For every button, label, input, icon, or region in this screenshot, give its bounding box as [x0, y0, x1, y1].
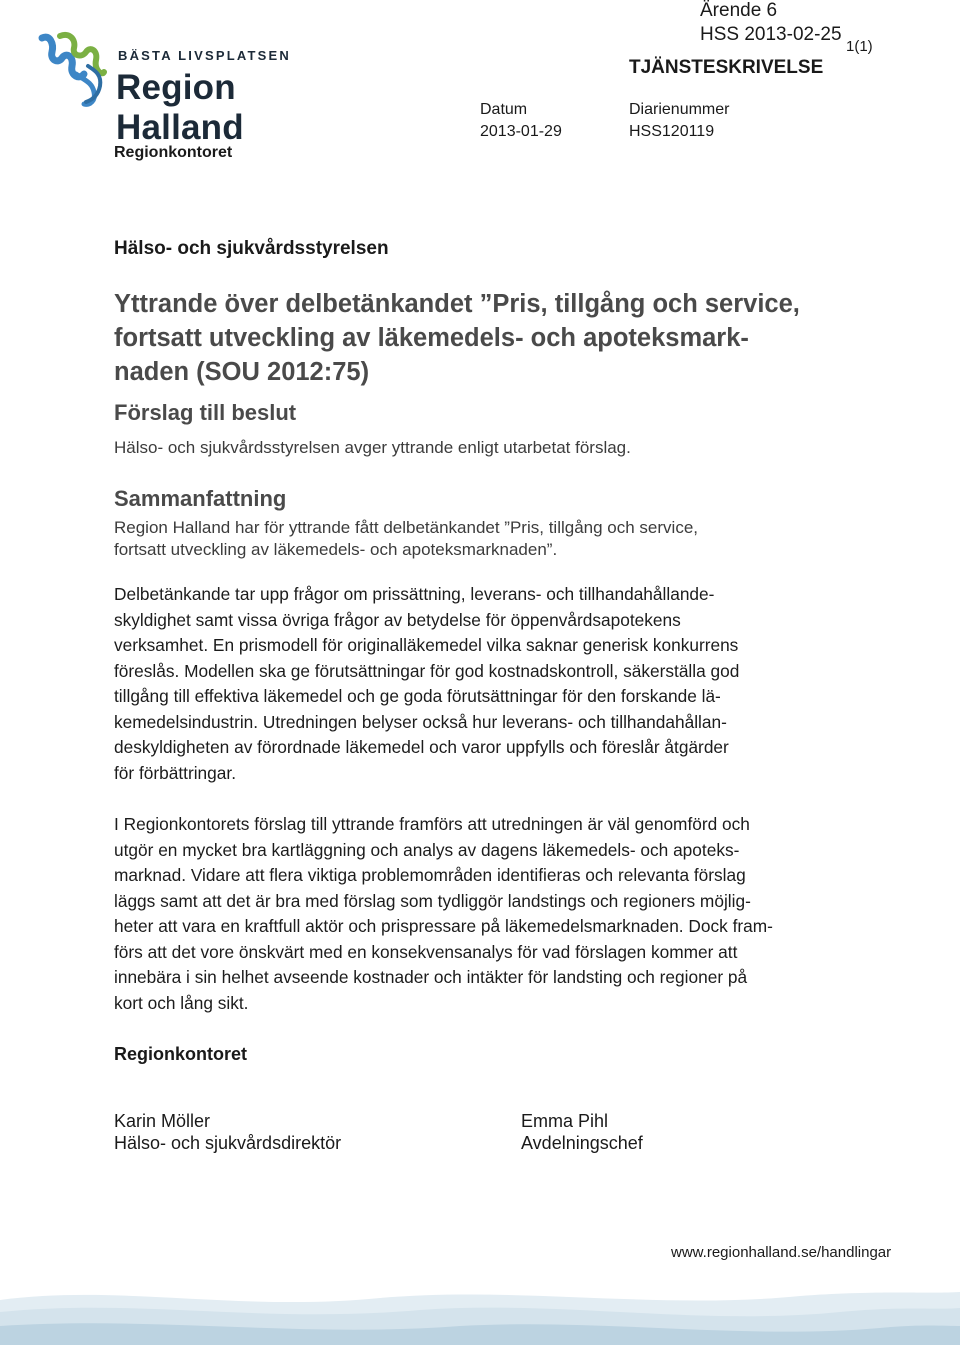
date-label: Datum [480, 101, 528, 118]
registration-number-value: HSS120119 [629, 123, 715, 140]
logo-name: Region Halland [116, 68, 244, 147]
paragraph-line: innebära i sin helhet avseende kostnader och intäkter för landsting och regioner på [114, 967, 748, 987]
summary-intro-line: fortsatt utveckling av läkemedels- och apoteksmarknaden”. [114, 540, 558, 559]
paragraph-line: marknad. Vidare att flera viktiga problemområden identifieras och relevanta förslag [114, 865, 746, 885]
sender-office: Regionkontoret [114, 144, 233, 161]
paragraph-line: kort och lång sikt. [114, 992, 249, 1013]
paragraph-line: förs att det vore önskvärt med en konsekvensanalys för vad förslagen kommer att [114, 941, 738, 962]
summary-heading: Sammanfattning [114, 486, 287, 511]
signer-title: Hälso- och sjukvårdsdirektör [114, 1133, 342, 1153]
paragraph-line: I Regionkontorets förslag till yttrande framförs att utredningen är väl genomförd och [114, 814, 750, 834]
arende-number: Ärende 6 [700, 0, 778, 21]
document-title [114, 287, 834, 389]
signer-name: Emma Pihl [521, 1111, 609, 1131]
paragraph-line: tillgång till effektiva läkemedel och ge goda förutsättningar för den forskande lä- [114, 686, 721, 706]
paragraph-line: kemedelsindustrin. Utredningen belyser också hur leverans- och tillhandahållan- [114, 711, 727, 732]
region-halland-logo [36, 30, 366, 147]
summary-intro-line: Region Halland har för yttrande fått delbetänkandet ”Pris, tillgång och service, [114, 518, 698, 537]
river-logo-icon [36, 30, 108, 110]
title-line: naden (SOU 2012:75) [114, 358, 370, 386]
paragraph-line: skyldighet samt vissa övriga frågor av betydelse för öppenvårdsapotekens [114, 609, 681, 630]
proposal-text: Hälso- och sjukvårdsstyrelsen avger yttrande enligt utarbetat förslag. [114, 438, 631, 457]
paragraph-line: för förbättringar. [114, 762, 236, 783]
summary-paragraph-2 [114, 812, 874, 1016]
paragraph-line: utgör en mycket bra kartläggning och analys av dagens läkemedels- och apoteks- [114, 839, 740, 860]
footer-wave-decoration [0, 1282, 960, 1345]
title-line: fortsatt utveckling av läkemedels- och apoteksmark- [114, 324, 749, 352]
page-number: 1(1) [846, 38, 873, 55]
paragraph-line: föreslås. Modellen ska ge förutsättningar för god kostnadskontroll, säkerställa god [114, 660, 740, 681]
paragraph-line: Delbetänkande tar upp frågor om prissättning, leverans- och tillhandahållande- [114, 584, 715, 604]
signer-title: Avdelningschef [521, 1133, 643, 1153]
document-type: TJÄNSTESKRIVELSE [629, 57, 824, 78]
date-value: 2013-01-29 [480, 123, 562, 140]
paragraph-line: heter att vara en kraftfull aktör och prispressare på läkemedelsmarknaden. Dock fram- [114, 916, 773, 936]
signer-name: Karin Möller [114, 1111, 211, 1131]
title-line: Yttrande över delbetänkandet ”Pris, tillgång och service, [114, 290, 800, 318]
footer-link[interactable]: www.regionhalland.se/handlingar [671, 1244, 892, 1261]
proposal-heading: Förslag till beslut [114, 400, 297, 425]
signature-office: Regionkontoret [114, 1044, 247, 1064]
recipient: Hälso- och sjukvårdsstyrelsen [114, 238, 389, 259]
paragraph-line: verksamhet. En prismodell för originalläkemedel vilka saknar generisk konkurrens [114, 635, 739, 655]
logo-tagline: BÄSTA LIVSPLATSEN [118, 48, 291, 63]
paragraph-line: läggs samt att det är bra med förslag som tydliggör landstings och regioners möjlig- [114, 890, 751, 911]
summary-paragraph-1 [114, 582, 874, 786]
registration-number-label: Diarienummer [629, 101, 730, 118]
paragraph-line: deskyldigheten av förordnade läkemedel och varor uppfylls och föreslår åtgärder [114, 737, 729, 757]
hss-reference: HSS 2013-02-25 [700, 24, 842, 45]
